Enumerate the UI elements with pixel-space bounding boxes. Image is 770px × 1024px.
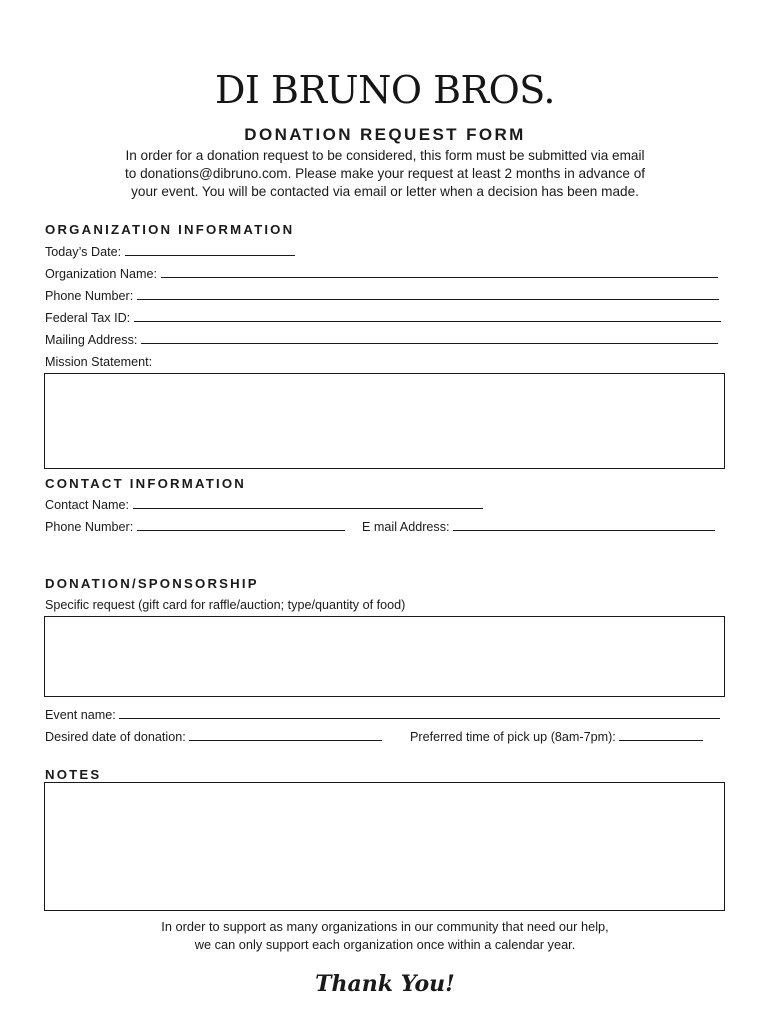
- section-heading-notes: NOTES: [45, 767, 102, 782]
- contact-name-line[interactable]: [133, 497, 483, 509]
- specific-request-box[interactable]: [44, 616, 725, 697]
- contact-phone-line[interactable]: [137, 519, 345, 531]
- todays-date-line[interactable]: [125, 244, 295, 256]
- email-address-field[interactable]: [362, 519, 715, 535]
- footer-line: we can only support each organization once within a calendar year.: [194, 937, 576, 952]
- federal-tax-id-field[interactable]: [45, 310, 721, 326]
- logo-text: DI BRUNO BROS.: [214, 68, 556, 112]
- contact-name-field[interactable]: [45, 497, 483, 513]
- notes-box[interactable]: [44, 782, 725, 911]
- desired-date-field[interactable]: [45, 729, 382, 745]
- form-title: DONATION REQUEST FORM: [244, 125, 526, 144]
- contact-name-label: Contact Name:: [45, 498, 129, 512]
- event-name-label: Event name:: [45, 708, 116, 722]
- footer-line: In order to support as many organizations in our community that need our help,: [161, 919, 609, 934]
- footer-note: [0, 918, 770, 954]
- federal-tax-id-line[interactable]: [134, 310, 721, 322]
- pickup-time-line[interactable]: [619, 729, 703, 741]
- intro-text: [80, 147, 690, 201]
- org-phone-label: Phone Number:: [45, 289, 134, 303]
- event-name-field[interactable]: [45, 707, 720, 723]
- contact-phone-field[interactable]: [45, 519, 345, 535]
- pickup-time-label: Preferred time of pick up (8am-7pm):: [410, 730, 616, 744]
- section-heading-donation: DONATION/SPONSORSHIP: [45, 576, 259, 591]
- mission-statement-label: Mission Statement:: [45, 355, 153, 369]
- intro-line: to donations@dibruno.com. Please make your request at least 2 months in advance of: [124, 166, 646, 181]
- desired-date-label: Desired date of donation:: [45, 730, 186, 744]
- email-address-label: E mail Address:: [362, 520, 450, 534]
- org-phone-line[interactable]: [137, 288, 719, 300]
- organization-name-label: Organization Name:: [45, 267, 157, 281]
- email-address-line[interactable]: [453, 519, 715, 531]
- section-heading-organization: ORGANIZATION INFORMATION: [45, 222, 295, 237]
- mailing-address-field[interactable]: [45, 332, 718, 348]
- brand-logo: [0, 68, 770, 112]
- organization-name-line[interactable]: [161, 266, 718, 278]
- pickup-time-field[interactable]: [410, 729, 703, 745]
- event-name-line[interactable]: [119, 707, 720, 719]
- todays-date-label: Today’s Date:: [45, 245, 122, 259]
- org-phone-field[interactable]: [45, 288, 719, 304]
- thank-you-text: Thank You!: [315, 971, 455, 997]
- mailing-address-line[interactable]: [141, 332, 718, 344]
- specific-request-label: Specific request (gift card for raffle/auction; type/quantity of food): [45, 598, 406, 612]
- federal-tax-id-label: Federal Tax ID:: [45, 311, 131, 325]
- organization-name-field[interactable]: [45, 266, 718, 282]
- intro-line: your event. You will be contacted via email or letter when a decision has been made.: [131, 184, 639, 199]
- todays-date-field[interactable]: [45, 244, 295, 260]
- section-heading-contact: CONTACT INFORMATION: [45, 476, 247, 491]
- mailing-address-label: Mailing Address:: [45, 333, 138, 347]
- intro-line: In order for a donation request to be considered, this form must be submitted via email: [125, 148, 645, 163]
- desired-date-line[interactable]: [189, 729, 382, 741]
- contact-phone-label: Phone Number:: [45, 520, 134, 534]
- mission-statement-box[interactable]: [44, 373, 725, 469]
